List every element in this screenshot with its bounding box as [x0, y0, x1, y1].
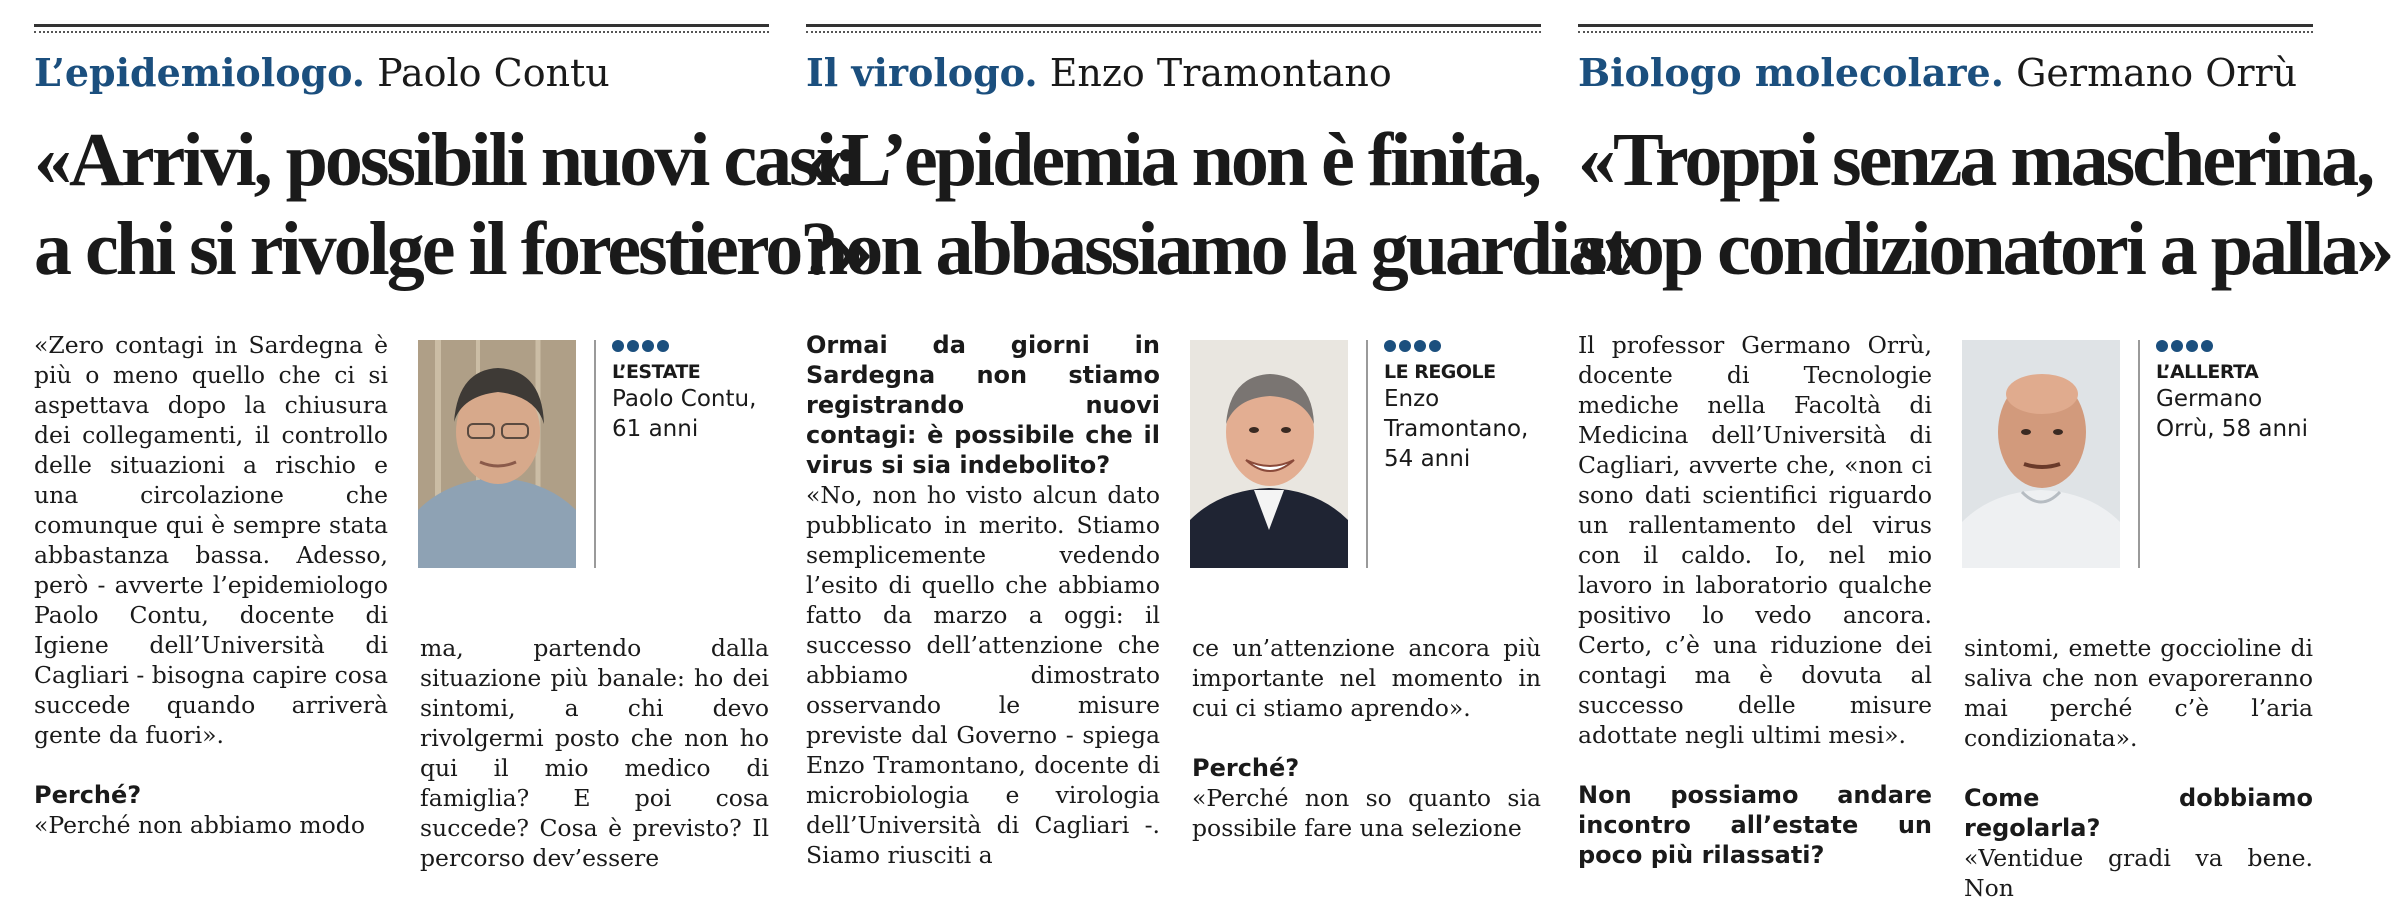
caption-dots-icon — [612, 340, 767, 352]
headline — [806, 116, 1639, 294]
headline — [34, 116, 871, 294]
portrait-photo — [1962, 340, 2120, 568]
portrait-tramontano-image — [1190, 340, 1348, 568]
body-paragraph: «Perché non abbiamo modo — [34, 811, 365, 839]
article-orru — [1578, 0, 2391, 902]
kicker — [1578, 48, 2313, 98]
caption-dots-icon — [1384, 340, 1539, 352]
body-paragraph: sintomi, emette goccioline di saliva che non evaporeranno mai perché c’è l’aria condizionata». — [1964, 634, 2313, 752]
top-rule — [806, 24, 1541, 27]
body-column-left — [1578, 330, 1932, 870]
interview-question: Ormai da giorni in Sardegna non stiamo registrando nuovi contagi: è possibile che il virus si sia indebolito? — [806, 331, 1160, 479]
paragraph-gap — [1192, 723, 1541, 753]
kicker-name: Paolo Contu — [377, 51, 610, 95]
kicker-name: Germano Orrù — [2016, 51, 2298, 95]
caption-label: LE REGOLE — [1384, 361, 1496, 383]
photo-divider — [1366, 340, 1368, 568]
photo-caption — [1384, 340, 1539, 474]
kicker — [806, 48, 1541, 98]
caption-name: Germano Orrù, 58 anni — [2156, 386, 2309, 442]
body-column-right — [420, 633, 769, 873]
portrait-photo — [418, 340, 576, 568]
kicker-role: Biologo molecolare. — [1578, 50, 2004, 95]
kicker — [34, 48, 769, 98]
body-paragraph: «No, non ho visto alcun dato pubblicato in merito. Stiamo semplicemente vedendo l’esito di quello che abbiamo fatto da marzo a oggi: il successo dell’attenzione che abbiamo dimostrato osservando le misure previste dal Governo - spiega Enzo Tramontano, docente di microbiologia e virologia dell’Università di Cagliari -. Siamo riusciti a — [806, 481, 1160, 869]
portrait-photo — [1190, 340, 1348, 568]
photo-caption — [2156, 340, 2311, 444]
body-column-right — [1964, 633, 2313, 903]
top-dotted-rule — [34, 31, 769, 33]
headline-line: «L’epidemia non è finita, — [806, 118, 1539, 202]
body-paragraph: «Perché non so quanto sia possibile fare una selezione — [1192, 784, 1541, 842]
photo-caption — [612, 340, 767, 444]
kicker-role: L’epidemiologo. — [34, 50, 366, 95]
headline-line: stop condizionatori a palla» — [1578, 207, 2391, 291]
interview-question: Perché? — [34, 781, 142, 809]
headline-line: «Arrivi, possibili nuovi casi: — [34, 118, 857, 202]
body-paragraph: Il professor Germano Orrù, docente di Tecnologie mediche nella Facoltà di Medicina dell’Università di Cagliari, avverte che, «non ci sono dati scientifici riguardo un rallentamento del virus con il caldo. Io, nel mio lavoro in laboratorio qualche positivo lo vedo ancora. Certo, c’è una riduzione dei contagi ma è dovuta al successo delle misure adottate negli ultimi mesi». — [1578, 331, 1932, 749]
caption-name: Enzo Tramontano, 54 anni — [1384, 386, 1529, 472]
interview-question: Come dobbiamo regolarla? — [1964, 784, 2313, 842]
body-paragraph: «Ventidue gradi va bene. Non — [1964, 844, 2313, 902]
interview-question: Non possiamo andare incontro all’estate un poco più rilassati? — [1578, 781, 1932, 869]
paragraph-gap — [1578, 750, 1932, 780]
headline-line: «Troppi senza mascherina, — [1578, 118, 2373, 202]
top-rule — [1578, 24, 2313, 27]
top-dotted-rule — [806, 31, 1541, 33]
article-tramontano — [806, 0, 1639, 869]
kicker-role: Il virologo. — [806, 50, 1038, 95]
top-dotted-rule — [1578, 31, 2313, 33]
headline-line: a chi si rivolge il forestiero?» — [34, 207, 871, 291]
photo-divider — [2138, 340, 2140, 568]
headline-line: non abbassiamo la guardia» — [806, 207, 1639, 291]
body-column-right — [1192, 633, 1541, 843]
kicker-name: Enzo Tramontano — [1049, 51, 1392, 95]
interview-question: Perché? — [1192, 754, 1300, 782]
top-rule — [34, 24, 769, 27]
body-column-left — [806, 330, 1160, 870]
body-column-left — [34, 330, 388, 840]
body-paragraph: ce un’attenzione ancora più importante nel momento in cui ci stiamo aprendo». — [1192, 634, 1541, 722]
photo-divider — [594, 340, 596, 568]
caption-dots-icon — [2156, 340, 2311, 352]
caption-label: L’ESTATE — [612, 361, 701, 383]
portrait-contu-image — [418, 340, 576, 568]
caption-name: Paolo Contu, 61 anni — [612, 386, 757, 442]
article-contu — [34, 0, 871, 872]
body-paragraph: «Zero contagi in Sardegna è più o meno quello che ci si aspettava dopo la chiusura dei collegamenti, il controllo delle situazioni a rischio e una circolazione che comunque qui è sempre stata abbastanza bassa. Adesso, però - avverte l’epidemiologo Paolo Contu, docente di Igiene dell’Università di Cagliari - bisogna capire cosa succede quando arriverà gente da fuori». — [34, 331, 388, 749]
paragraph-gap — [1964, 753, 2313, 783]
headline — [1578, 116, 2391, 294]
portrait-orru-image — [1962, 340, 2120, 568]
caption-label: L’ALLERTA — [2156, 361, 2259, 383]
body-paragraph: ma, partendo dalla situazione più banale: ho dei sintomi, a chi devo rivolgermi posto che non ho qui il mio medico di famiglia? E poi cosa succede? Cosa è previsto? Il percorso dev’essere — [420, 634, 769, 872]
